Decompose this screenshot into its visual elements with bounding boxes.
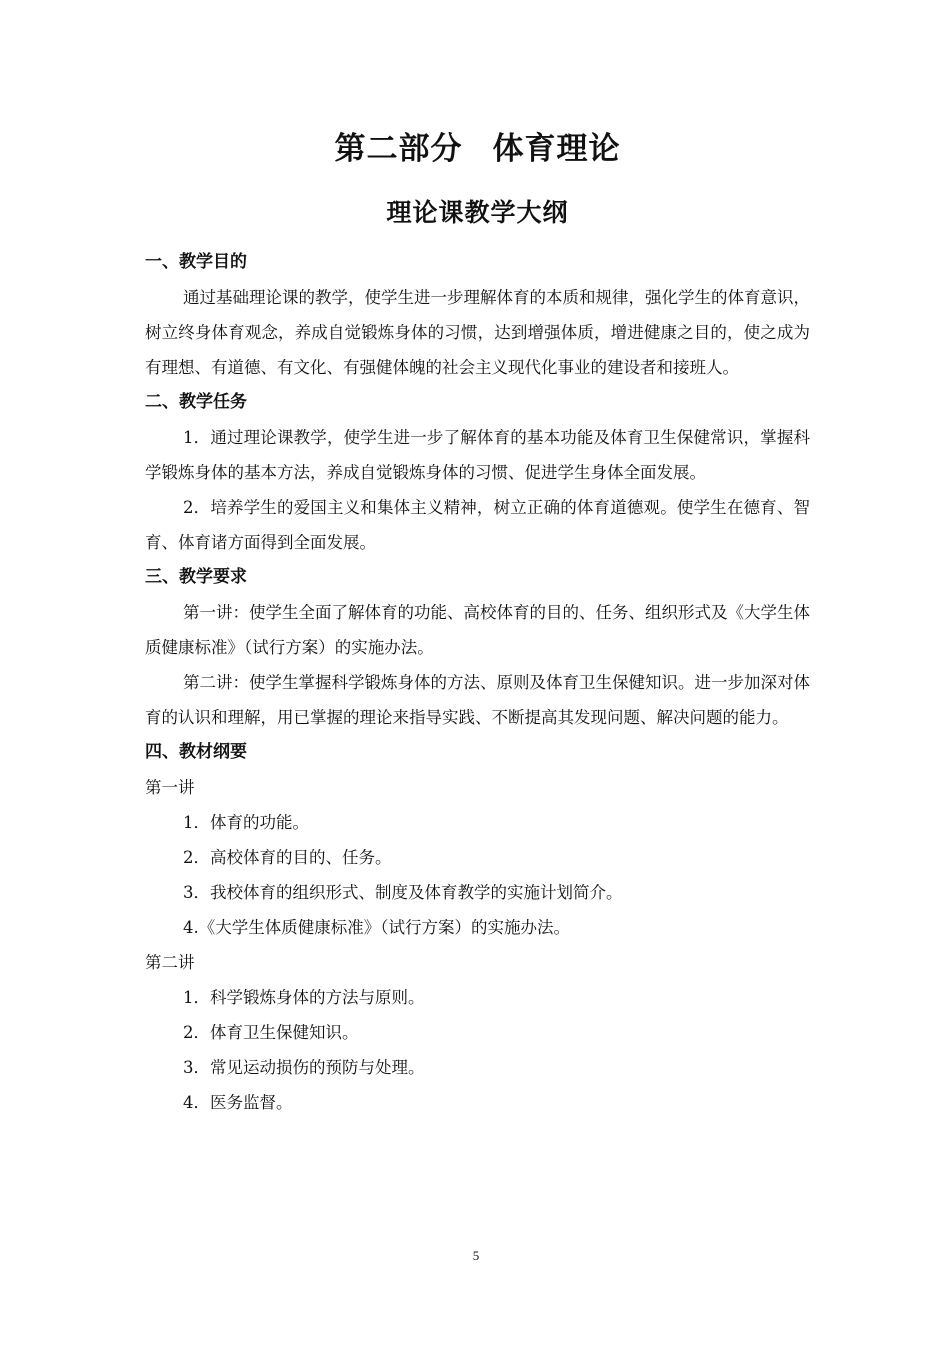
page-title: [145, 125, 810, 173]
list-item: 2．高校体育的目的、任务。: [183, 848, 392, 867]
requirement-lecture-1: 第一讲：使学生全面了解体育的功能、高校体育的目的、任务、组织形式及《大学生体质健康标准》（试行方案）的实施办法。: [145, 603, 810, 657]
lecture-label-2: 第二讲: [145, 953, 195, 972]
list-item: 3．常见运动损伤的预防与处理。: [183, 1058, 425, 1077]
task-item-1: 1．通过理论课教学，使学生进一步了解体育的基本功能及体育卫生保健常识，掌握科学锻炼身体的基本方法，养成自觉锻炼身体的习惯、促进学生身体全面发展。: [145, 428, 810, 482]
title-part: 第二部分: [334, 131, 463, 167]
list-item: 3．我校体育的组织形式、制度及体育教学的实施计划简介。: [183, 883, 623, 902]
title-name: 体育理论: [492, 131, 621, 167]
requirement-lecture-2: 第二讲：使学生掌握科学锻炼身体的方法、原则及体育卫生保健知识。进一步加深对体育的认识和理解，用已掌握的理论来指导实践、不断提高其发现问题、解决问题的能力。: [145, 673, 810, 727]
list-item: 4．医务监督。: [183, 1093, 293, 1112]
lecture-label-1: 第一讲: [145, 778, 195, 797]
purpose-paragraph: 通过基础理论课的教学，使学生进一步理解体育的本质和规律，强化学生的体育意识，树立终身体育观念，养成自觉锻炼身体的习惯，达到增强体质，增进健康之目的，使之成为有理想、有道德、有文化、有强健体魄的社会主义现代化事业的建设者和接班人。: [145, 288, 810, 377]
section-heading-purpose: 一、教学目的: [145, 252, 247, 272]
section-heading-outline: 四、教材纲要: [145, 742, 247, 762]
section-heading-requirements: 三、教学要求: [145, 567, 247, 587]
document-page: [145, 125, 810, 1120]
list-item: 1．科学锻炼身体的方法与原则。: [183, 988, 425, 1007]
list-item: 2．体育卫生保健知识。: [183, 1023, 359, 1042]
section-heading-tasks: 二、教学任务: [145, 392, 247, 412]
page-number: 5: [472, 1248, 480, 1263]
list-item: 1．体育的功能。: [183, 813, 309, 832]
page-subtitle: 理论课教学大纲: [386, 198, 569, 227]
task-item-2: 2．培养学生的爱国主义和集体主义精神，树立正确的体育道德观。使学生在德育、智育、体育诸方面得到全面发展。: [145, 498, 810, 552]
list-item: 4.《大学生体质健康标准》（试行方案）的实施办法。: [183, 918, 570, 937]
